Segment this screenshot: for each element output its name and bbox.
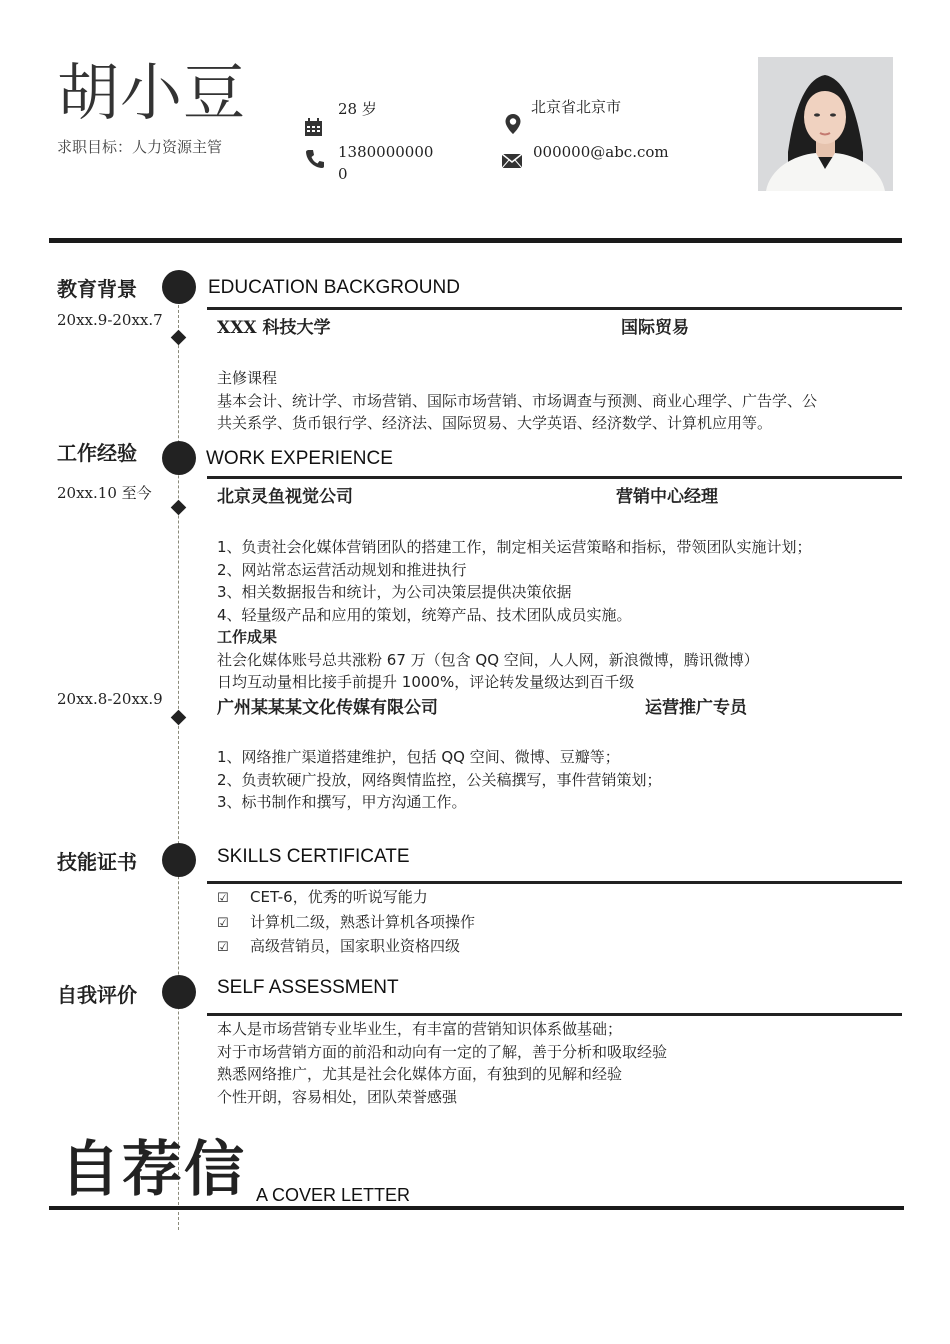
- skill-text: 计算机二级，熟悉计算机各项操作: [250, 912, 476, 931]
- section-dot: [162, 975, 196, 1009]
- work-title-en: WORK EXPERIENCE: [206, 448, 393, 469]
- courses-block: [217, 367, 907, 435]
- timeline-marker: [171, 710, 187, 726]
- job-position: 营销中心经理: [616, 487, 718, 507]
- cover-letter-title-cn: 自荐信: [60, 1135, 246, 1205]
- age: 28 岁: [338, 100, 377, 118]
- skills-list: [217, 886, 907, 960]
- section-rule: [207, 307, 902, 310]
- timeline-line: [178, 300, 179, 1230]
- company-name: 广州某某某文化传媒有限公司: [217, 698, 438, 718]
- self-line: 对于市场营销方面的前沿和动向有一定的了解，善于分析和吸取经验: [217, 1042, 668, 1061]
- education-date: 20xx.9-20xx.7: [57, 311, 163, 329]
- timeline-marker: [171, 330, 187, 346]
- header-divider: [49, 238, 902, 243]
- major: 国际贸易: [621, 318, 689, 338]
- duty-item: 2、网站常态运营活动规划和推进执行: [217, 560, 467, 579]
- phone-number: [338, 141, 433, 185]
- phone-line-2: 0: [338, 165, 348, 183]
- section-dot: [162, 441, 196, 475]
- duty-item: 3、标书制作和撰写，甲方沟通工作。: [217, 793, 467, 811]
- courses-line: 共关系学、货币银行学、经济法、国际贸易、大学英语、经济数学、计算机应用等。: [217, 414, 773, 432]
- profile-photo: [758, 57, 893, 191]
- skill-text: 高级营销员，国家职业资格四级: [250, 937, 461, 955]
- job-details: [217, 536, 907, 694]
- skill-text: CET-6，优秀的听说写能力: [250, 888, 428, 906]
- job-date: 20xx.8-20xx.9: [57, 690, 163, 708]
- section-rule: [207, 1013, 902, 1016]
- checkbox-icon: ☑: [217, 940, 229, 955]
- achievement-item: 社会化媒体账号总共涨粉 67 万（包含 QQ 空间，人人网，新浪微博，腾讯微博）: [217, 650, 759, 669]
- self-line: 熟悉网络推广，尤其是社会化媒体方面，有独到的见解和经验: [217, 1065, 623, 1083]
- self-line: 个性开朗，容易相处，团队荣誉感强: [217, 1087, 458, 1106]
- skills-title-cn: 技能证书: [57, 850, 137, 874]
- cover-letter-title-en: A COVER LETTER: [256, 1185, 411, 1205]
- duty-item: 1、网络推广渠道搭建维护，包括 QQ 空间、微博、豆瓣等；: [217, 748, 620, 766]
- company-name: 北京灵鱼视觉公司: [217, 487, 353, 507]
- courses-label: 主修课程: [217, 369, 278, 387]
- section-dot: [162, 843, 196, 877]
- phone-icon: [304, 148, 326, 170]
- achievements-label: 工作成果: [217, 628, 278, 646]
- job-position: 运营推广专员: [645, 698, 747, 718]
- section-rule: [207, 881, 902, 884]
- location-pin-icon: [502, 113, 524, 135]
- section-dot: [162, 270, 196, 304]
- email-icon: [501, 150, 523, 172]
- duty-item: 4、轻量级产品和应用的策划，统筹产品、技术团队成员实施。: [217, 605, 632, 624]
- self-title-en: SELF ASSESSMENT: [217, 977, 399, 998]
- timeline-marker: [171, 500, 187, 516]
- calendar-icon: [303, 116, 325, 138]
- job-target: 求职目标：人力资源主管: [57, 138, 223, 156]
- school-name: XXX 科技大学: [217, 318, 331, 338]
- self-title-cn: 自我评价: [57, 983, 137, 1007]
- duty-item: 3、相关数据报告和统计，为公司决策层提供决策依据: [217, 583, 572, 601]
- self-assessment-text: [217, 1018, 907, 1108]
- education-title-cn: 教育背景: [57, 277, 137, 301]
- duty-item: 2、负责软硬广投放，网络舆情监控，公关稿撰写，事件营销策划；: [217, 770, 662, 789]
- phone-line-1: 1380000000: [338, 143, 434, 161]
- checkbox-icon: ☑: [217, 915, 229, 931]
- job-details: [217, 746, 907, 814]
- job-date: 20xx.10 至今: [57, 484, 152, 502]
- cover-letter-rule: [49, 1206, 904, 1210]
- courses-line: 基本会计、统计学、市场营销、国际市场营销、市场调查与预测、商业心理学、广告学、公: [217, 391, 818, 410]
- candidate-name: 胡小豆: [57, 56, 247, 129]
- education-title-en: EDUCATION BACKGROUND: [208, 277, 460, 298]
- self-line: 本人是市场营销专业毕业生，有丰富的营销知识体系做基础；: [217, 1020, 623, 1038]
- skill-item: [217, 911, 907, 936]
- location: 北京省北京市: [531, 98, 622, 116]
- skill-item: [217, 935, 907, 960]
- achievement-item: 日均互动量相比接手前提升 1000%，评论转发量级达到百千级: [217, 673, 635, 691]
- work-title-cn: 工作经验: [57, 441, 137, 465]
- checkbox-icon: ☑: [217, 891, 229, 906]
- skills-title-en: SKILLS CERTIFICATE: [217, 846, 410, 867]
- skill-item: [217, 886, 907, 911]
- section-rule: [207, 476, 902, 479]
- duty-item: 1、负责社会化媒体营销团队的搭建工作，制定相关运营策略和指标，带领团队实施计划；: [217, 538, 812, 556]
- email: 000000@abc.com: [533, 143, 669, 161]
